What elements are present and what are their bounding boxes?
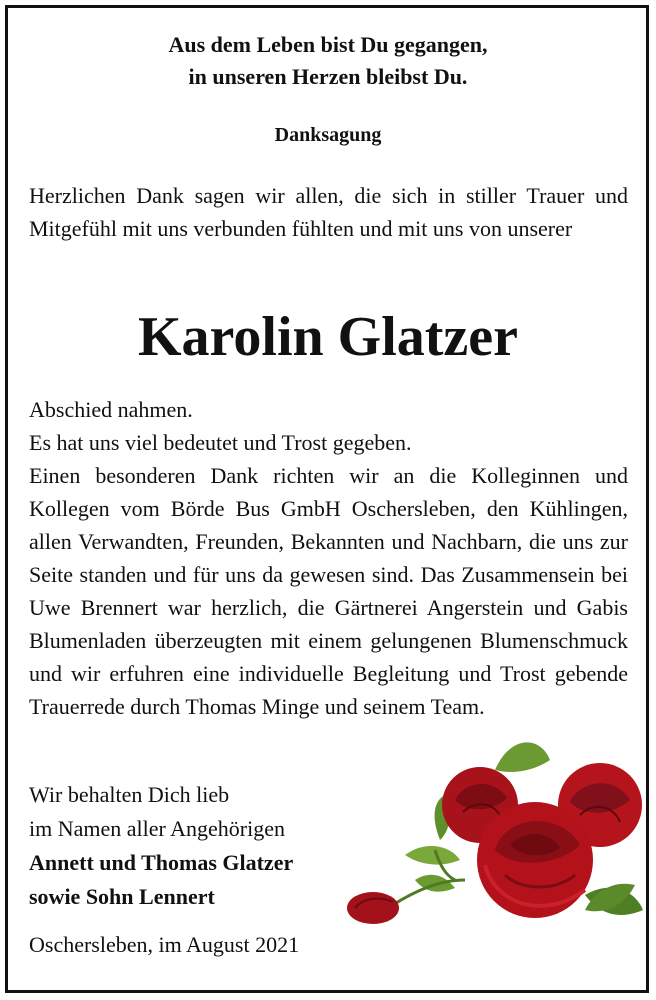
deceased-name: Karolin Glatzer: [138, 306, 518, 368]
closing-block: [29, 778, 293, 914]
closing-line-1: Wir behalten Dich lieb: [29, 782, 230, 807]
body-line-1: Abschied nahmen.: [29, 397, 193, 422]
closing-signature-2: sowie Sohn Lennert: [29, 884, 215, 909]
motto: [0, 29, 656, 93]
body-paragraph: Einen besonderen Dank richten wir an die Kolleginnen und Kollegen vom Börde Bus GmbH Oschersleben, den Kühlingen, allen Verwandten, Freunden, Bekannten und Nachbarn, die uns zur Seite standen und für uns da gewesen sind. Das Zusammensein bei Uwe Brennert war herzlich, die Gärtnerei Angerstein und Gabis Blumenladen überzeugten mit einem gelungenen Blumenschmuck und wir erfuhren eine individuelle Begleitung und Trost gebende Trauerrede durch Thomas Minge und seinem Team.: [29, 463, 628, 719]
place-date: Oschersleben, im August 2021: [29, 932, 300, 957]
motto-line-1: Aus dem Leben bist Du gegangen,: [168, 32, 488, 57]
motto-line-2: in unseren Herzen bleibst Du.: [188, 64, 468, 89]
closing-line-2: im Namen aller Angehörigen: [29, 816, 285, 841]
closing-signature-1: Annett und Thomas Glatzer: [29, 850, 294, 875]
heading-danksagung: Danksagung: [274, 124, 382, 146]
body-text: [29, 393, 628, 723]
body-line-2: Es hat uns viel bedeutet und Trost gegeben.: [29, 430, 412, 455]
red-roses-icon: [345, 730, 645, 930]
intro-text: Herzlichen Dank sagen wir allen, die sich in stiller Trauer und Mitgefühl mit uns verbunden fühlten und mit uns von unserer: [29, 183, 628, 241]
